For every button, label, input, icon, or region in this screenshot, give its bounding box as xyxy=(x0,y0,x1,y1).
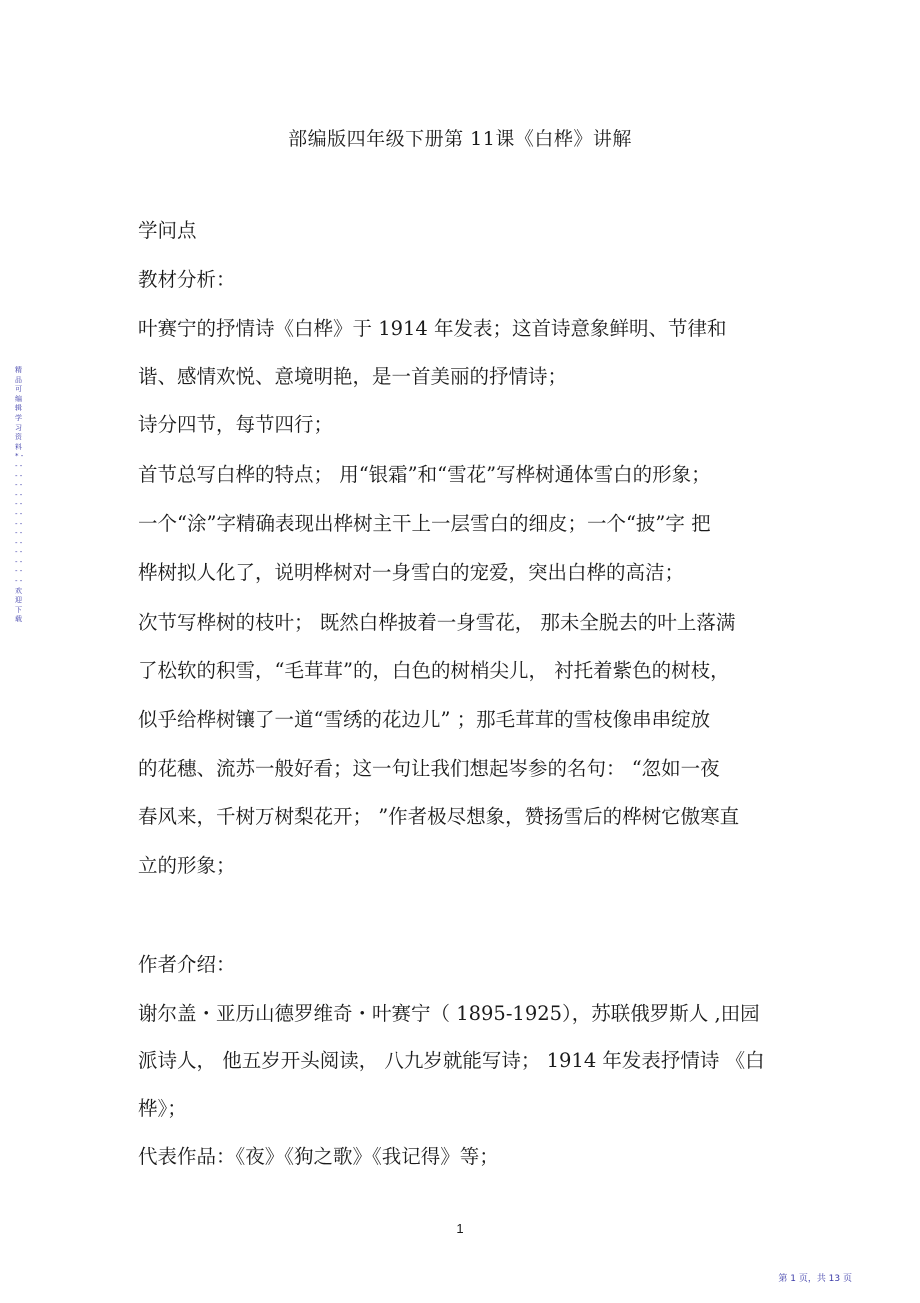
paragraph-line: 代表作品：《夜》《狗之歌》《我记得》等； xyxy=(138,1145,499,1168)
paragraph-line: 桦》； xyxy=(138,1097,187,1120)
paragraph-line: 次节写桦树的枝叶； 既然白桦披着一身雪花， 那未全脱去的叶上落满 xyxy=(138,611,736,634)
paragraph-line: 谐、感情欢悦、意境明艳，是一首美丽的抒情诗； xyxy=(138,365,568,388)
paragraph-line: 派诗人， 他五岁开头阅读， 八九岁就能写诗； 1914 年发表抒情诗 《白 xyxy=(138,1049,765,1072)
section-heading-author: 作者介绍： xyxy=(138,953,236,976)
paragraph-line: 谢尔盖・亚历山德罗维奇・叶赛宁（ 1895-1925），苏联俄罗斯人 ,田园 xyxy=(138,1002,760,1025)
sidebar-watermark: 精品可编辑学习资料 * - - - - - - - - - - - - - - - - - - - - - - - - - - - 欢迎下载 xyxy=(15,366,24,624)
paragraph-line: 了松软的积雪，“毛茸茸”的，白色的树梢尖儿， 衬托着紫色的树枝， xyxy=(138,659,730,682)
section-heading-analysis: 教材分析： xyxy=(138,268,236,291)
paragraph-line: 首节总写白桦的特点； 用“银霜”和“雪花”写桦树通体雪白的形象； xyxy=(138,463,711,486)
paragraph-line: 春风来，千树万树梨花开； ”作者极尽想象，赞扬雪后的桦树它傲寒直 xyxy=(138,805,740,828)
paragraph-line: 一个“涂”字精确表现出桦树主干上一层雪白的细皮；一个“披”字 把 xyxy=(138,512,711,535)
paragraph-line: 似乎给桦树镶了一道“雪绣的花边儿” ；那毛茸茸的雪枝像串串绽放 xyxy=(138,708,711,731)
document-title: 部编版四年级下册第 11课《白桦》讲解 xyxy=(288,128,632,150)
paragraph-line: 桦树拟人化了，说明桦树对一身雪白的宠爱，突出白桦的高洁； xyxy=(138,561,685,584)
paragraph-line: 立的形象； xyxy=(138,854,236,877)
section-heading-knowledge: 学问点 xyxy=(138,219,197,242)
page-footer: 第 1 页，共 13 页 xyxy=(778,1274,852,1284)
paragraph-line: 叶赛宁的抒情诗《白桦》于 1914 年发表；这首诗意象鲜明、节律和 xyxy=(138,317,727,340)
paragraph-line: 的花穗、流苏一般好看；这一句让我们想起岑参的名句： “忽如一夜 xyxy=(138,757,720,780)
page-number: 1 xyxy=(456,1221,464,1236)
paragraph-line: 诗分四节，每节四行； xyxy=(138,413,334,436)
